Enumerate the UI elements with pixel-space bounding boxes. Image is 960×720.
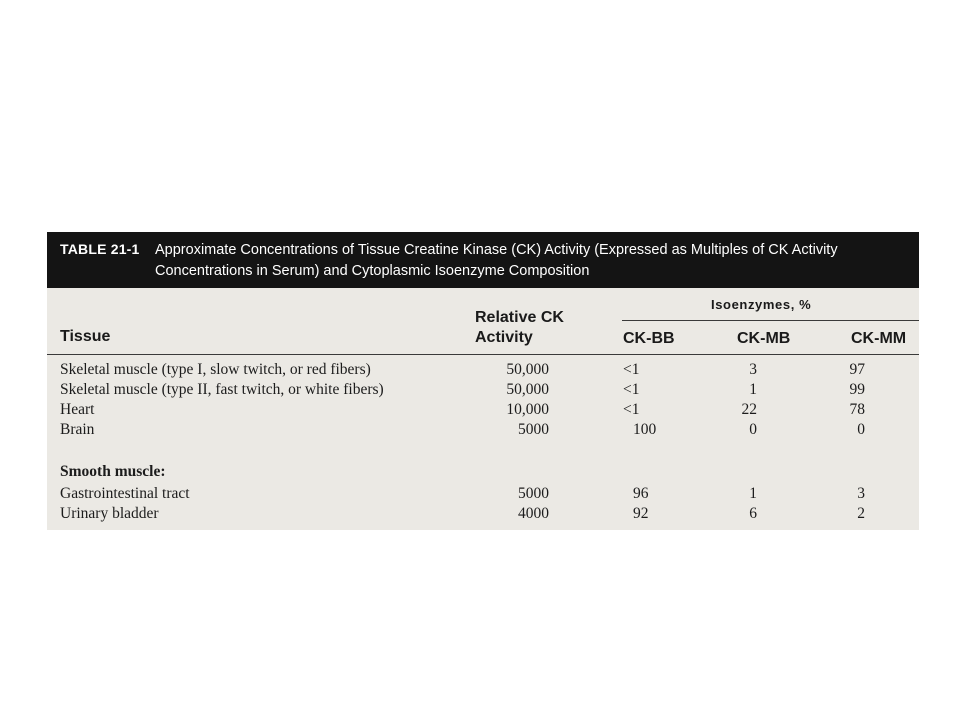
cell-activity: 50,000 <box>506 361 549 378</box>
header-activity-line2: Activity <box>475 329 533 346</box>
table-row <box>47 484 919 504</box>
cell-ck-bb: <1 <box>623 401 640 418</box>
cell-ck-mm: 78 <box>849 401 865 418</box>
cell-tissue: Gastrointestinal tract <box>60 485 190 502</box>
cell-activity: 5000 <box>518 485 549 502</box>
cell-tissue: Brain <box>60 421 95 438</box>
cell-activity: 4000 <box>518 505 549 522</box>
table-label: TABLE 21-1 <box>60 241 140 257</box>
cell-activity: 10,000 <box>506 401 549 418</box>
cell-ck-mb: 6 <box>749 505 757 522</box>
cell-ck-mb: 1 <box>749 485 757 502</box>
cell-tissue: Skeletal muscle (type II, fast twitch, or white fibers) <box>60 381 384 398</box>
header-tissue: Tissue <box>60 328 111 345</box>
header-ck-mb: CK-MB <box>737 330 791 347</box>
header-rule <box>47 354 919 355</box>
cell-ck-bb: <1 <box>623 381 640 398</box>
table-row <box>47 380 919 400</box>
cell-ck-mb: 3 <box>749 361 757 378</box>
cell-tissue: Skeletal muscle (type I, slow twitch, or red fibers) <box>60 361 371 378</box>
table-row <box>47 504 919 524</box>
cell-activity: 50,000 <box>506 381 549 398</box>
table-caption: Approximate Concentrations of Tissue Creatine Kinase (CK) Activity (Expressed as Multiples of CK Activity Concentrations in Serum) and Cytoplasmic Isoenzyme Composition <box>155 242 838 279</box>
table-row <box>47 360 919 380</box>
header-isoenzymes: Isoenzymes, % <box>711 297 812 312</box>
header-activity-line1: Relative CK <box>475 309 564 326</box>
cell-ck-mm: 2 <box>857 505 865 522</box>
cell-ck-mm: 97 <box>849 361 865 378</box>
cell-tissue: Heart <box>60 401 95 418</box>
cell-ck-mm: 0 <box>857 421 865 438</box>
cell-ck-mb: 0 <box>749 421 757 438</box>
table-row <box>47 420 919 440</box>
cell-ck-mm: 99 <box>849 381 865 398</box>
table-document <box>47 232 919 530</box>
cell-ck-bb: 100 <box>633 421 657 438</box>
cell-ck-mb: 22 <box>741 401 757 418</box>
table-row <box>47 400 919 420</box>
header-ck-bb: CK-BB <box>623 330 675 347</box>
cell-tissue: Urinary bladder <box>60 505 159 522</box>
cell-ck-mb: 1 <box>749 381 757 398</box>
cell-ck-bb: <1 <box>623 361 640 378</box>
cell-ck-mm: 3 <box>857 485 865 502</box>
cell-ck-bb: 96 <box>633 485 649 502</box>
isoenzymes-rule <box>622 320 919 321</box>
header-ck-mm: CK-MM <box>851 330 907 347</box>
cell-activity: 5000 <box>518 421 549 438</box>
cell-ck-bb: 92 <box>633 505 649 522</box>
section-label-smooth-muscle: Smooth muscle: <box>60 463 166 480</box>
table-title-bar <box>47 232 919 288</box>
